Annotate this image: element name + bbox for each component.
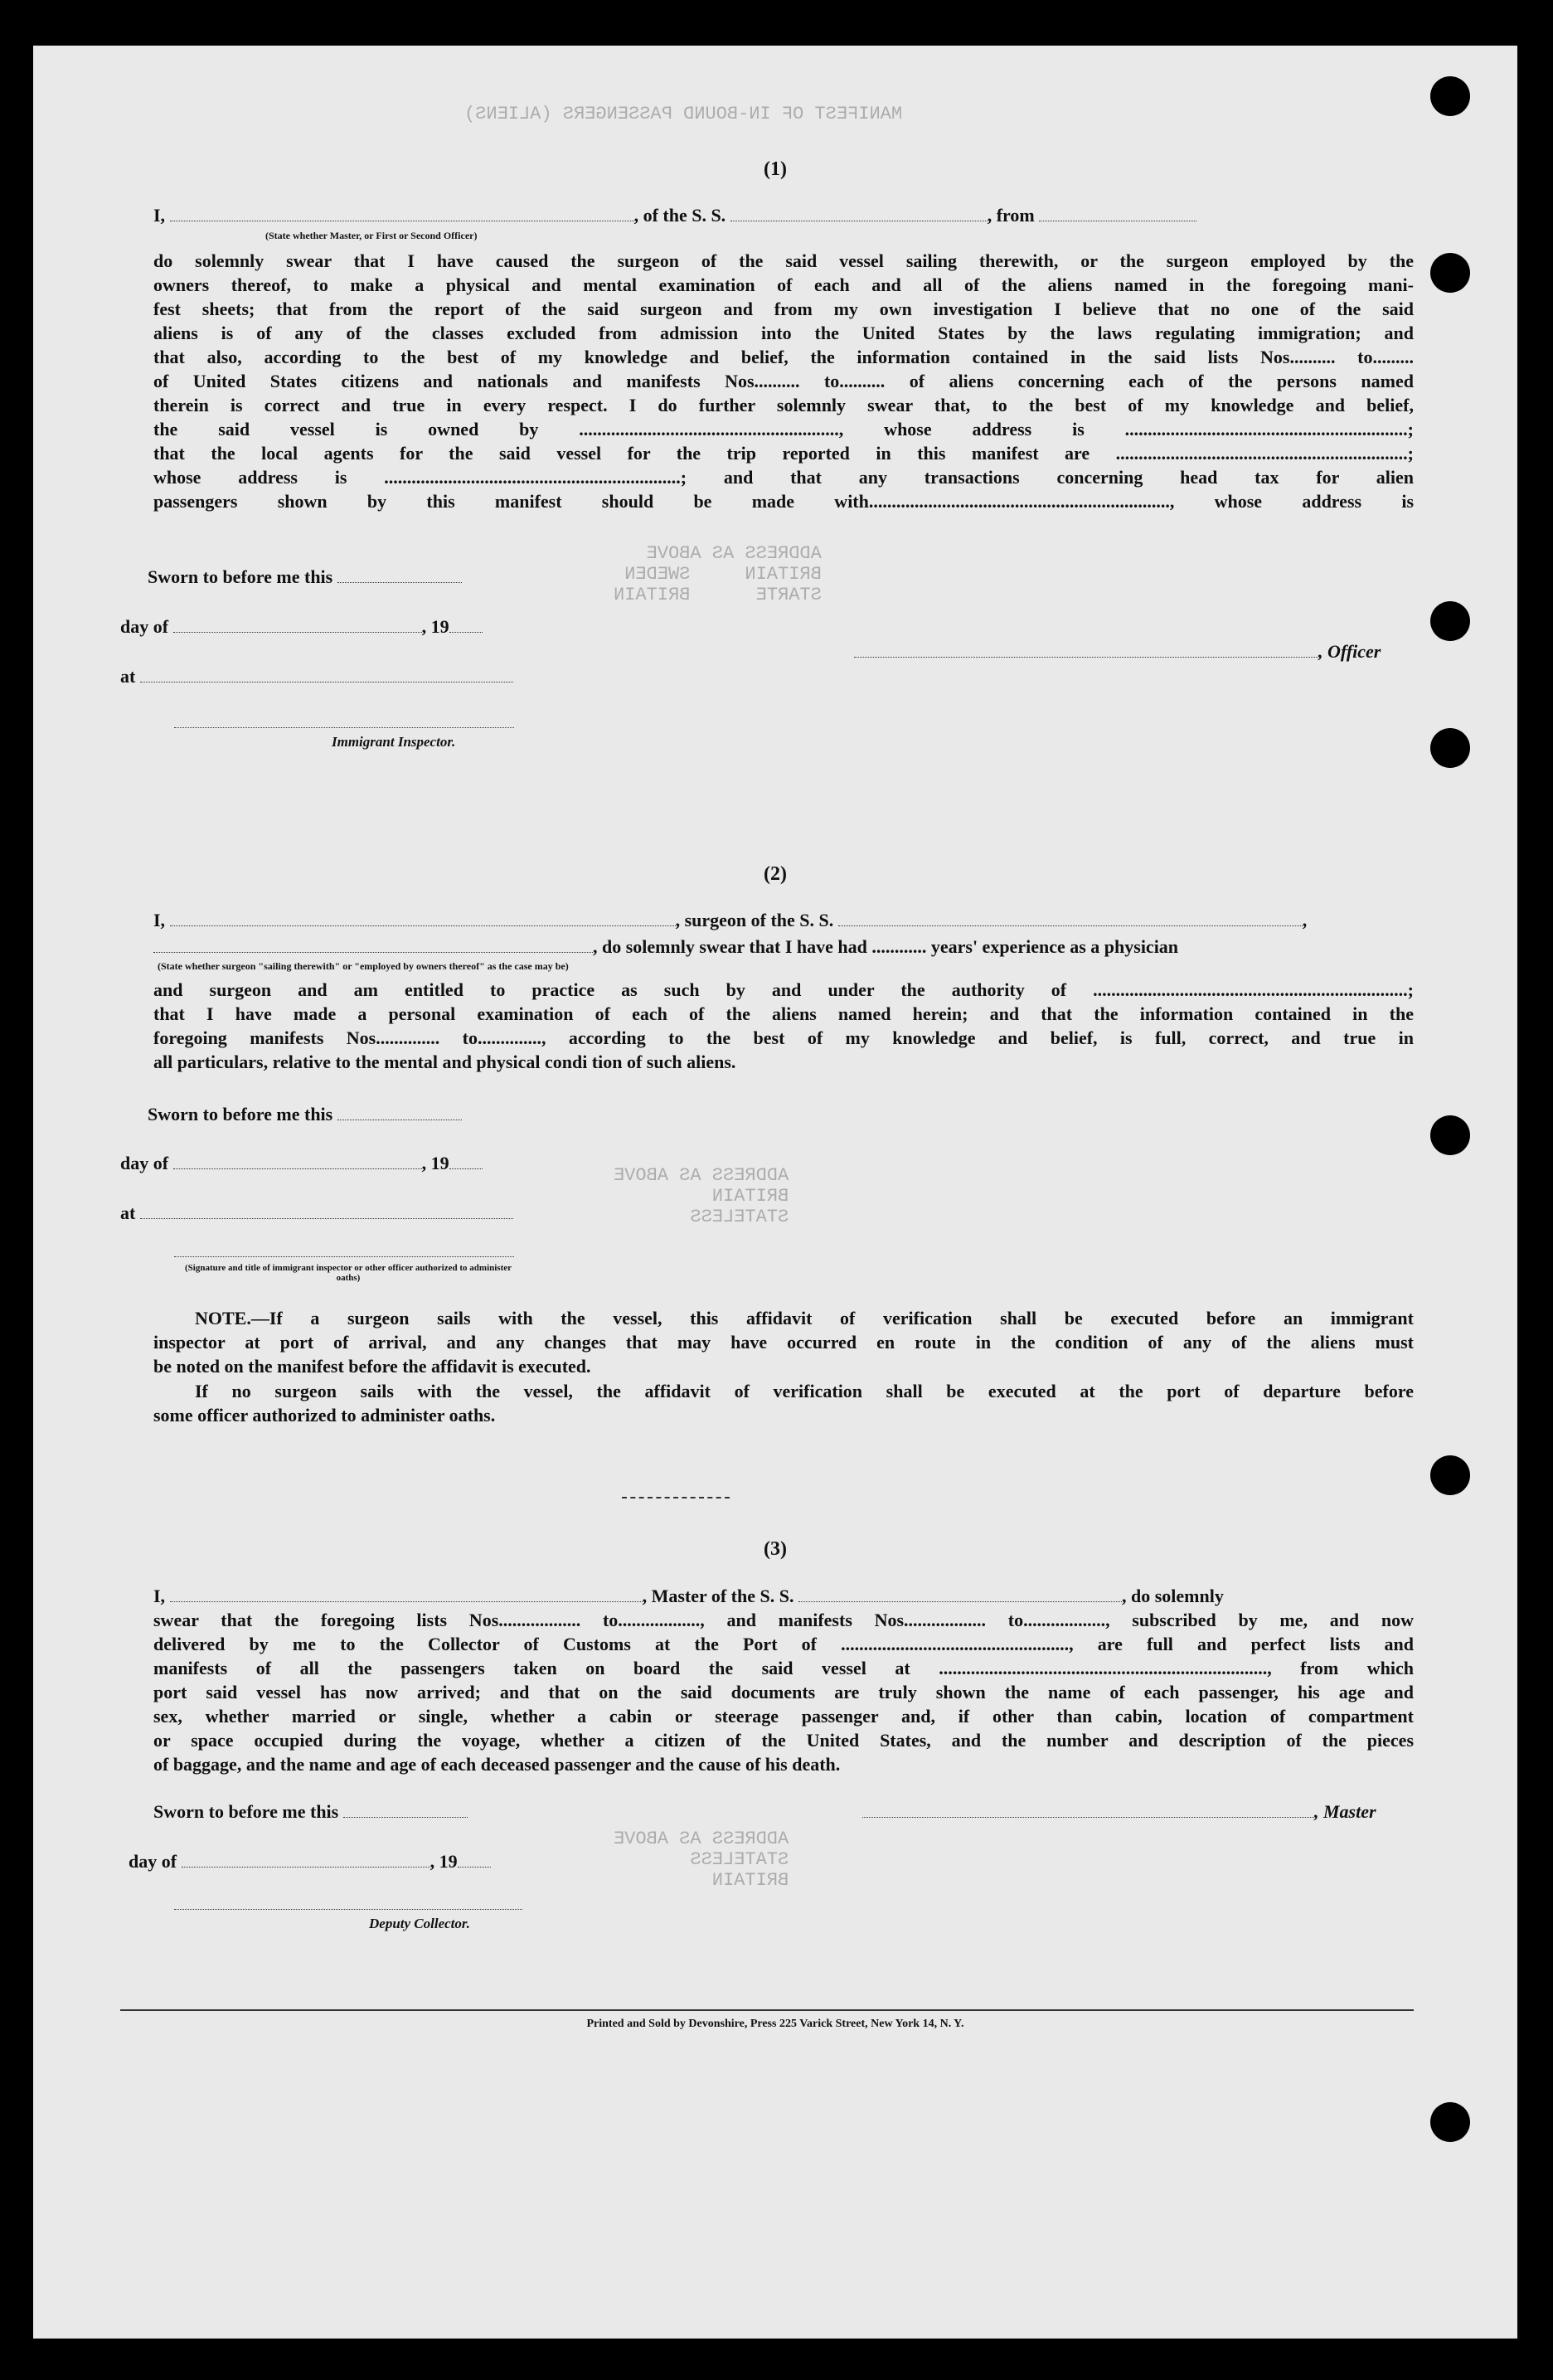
section-3-master-line: , Master <box>862 1801 1376 1823</box>
section-1-state-note: (State whether Master, or First or Second Officer) <box>265 230 478 241</box>
binder-hole <box>1430 2102 1470 2142</box>
manifest-back-page <box>33 46 1517 2339</box>
section-3-oath-header: I, , Master of the S. S. , do solemnly <box>153 1586 1224 1606</box>
section-1-at-label: at <box>120 666 513 687</box>
printer-imprint: Printed and Sold by Devonshire, Press 225 Varick Street, New York 14, N. Y. <box>586 2018 964 2030</box>
section-2-at-label: at <box>120 1202 513 1224</box>
section-1-inspector-line <box>174 727 514 728</box>
section-3-collector-line <box>174 1909 522 1910</box>
bleed-through-text: ADDRESS AS ABOVE STATELESS BRITAIN <box>614 1829 789 1891</box>
section-2-note: NOTE.—If a surgeon sails with the vessel, this affidavit of verification shall be executed before an immigrant inspector at port of arrival, and any changes that may have occurred en route in the condition of any of the aliens must be noted on the manifest before the affidavit is executed. <box>153 1308 1414 1377</box>
section-1-officer-line: , Officer <box>854 641 1381 663</box>
binder-hole <box>1430 728 1470 768</box>
section-2-day-label: day of , 19 <box>120 1153 483 1174</box>
section-2-sworn-label: Sworn to before me this <box>148 1104 462 1125</box>
section-1-sworn-label: Sworn to before me this <box>148 566 462 588</box>
section-2-state-note: (State whether surgeon "sailing therewith" or "employed by owners thereof" as the case may be) <box>158 960 569 972</box>
section-2-body: and surgeon and am entitled to practice as such by and under the authority of .....................................................................; that I have made a personal examination of each of the aliens named herein; and that the information contained in the foregoing manifests Nos.............. to.............., according to the best of my knowledge and belief, is full, correct, and true in all particulars, relative to the mental and physical condi tion of such aliens. <box>153 979 1414 1072</box>
section-2-oath-header: I, , surgeon of the S. S. , <box>153 910 1308 930</box>
section-2-signature-line <box>174 1256 514 1257</box>
bleed-through-text: ADDRESS AS ABOVE BRITAIN STATELESS <box>614 1165 789 1227</box>
section-3-number: (3) <box>764 1538 787 1560</box>
section-2-signature-note: (Signature and title of immigrant inspector or other officer authorized to administer oaths) <box>184 1263 512 1283</box>
section-2-line-a: , do solemnly swear that I have had ............ years' experience as a physician <box>153 935 1414 959</box>
footer-rule <box>120 2009 1414 2011</box>
section-3-collector-label: Deputy Collector. <box>369 1916 470 1931</box>
section-2-note-2: If no surgeon sails with the vessel, the affidavit of verification shall be executed at the port of departure before some officer authorized to administer oaths. <box>153 1381 1414 1426</box>
section-1-number: (1) <box>764 158 787 180</box>
section-1-day-label: day of , 19 <box>120 616 483 638</box>
binder-hole <box>1430 1455 1470 1495</box>
binder-hole <box>1430 76 1470 116</box>
section-1-inspector-label: Immigrant Inspector. <box>332 734 456 750</box>
binder-hole <box>1430 601 1470 641</box>
bleed-through-text: ADDRESS AS ABOVE BRITAIN SWEDEN STARTE BRITAIN <box>614 543 822 605</box>
binder-hole <box>1430 1115 1470 1155</box>
binder-hole <box>1430 253 1470 293</box>
section-3-body: swear that the foregoing lists Nos.................. to.................., and manifests Nos.................. to.................., subscribed by me, and now delivered by me to the Collector of Customs at the Port of .................................................., are full and perfect lists and manifests of all the passengers taken on board the said vessel at ........................................................................, from which port said vessel has now arrived; and that on the said documents are truly shown the name of each passenger, his age and sex, whether married or single, whether a cabin or steerage passenger and, if other than cabin, location of compartment or space occupied during the voyage, whether a citizen of the United States, and the number and description of the pieces of baggage, and the name and age of each deceased passenger and the cause of his death. <box>153 1610 1414 1775</box>
section-divider <box>622 1497 730 1498</box>
section-1-oath-header: I, , of the S. S. , from <box>153 203 1414 227</box>
section-1-body: do solemnly swear that I have caused the surgeon of the said vessel sailing therewith, or the surgeon employed by the owners thereof, to make a physical and mental examination of each and all of the aliens named in the foregoing mani- fest sheets; that from the report of the said surgeon and from my own investigation I believe that no one of the said aliens is of any of the classes excluded from admission into the United States by the laws regulating immigration; and that also, according to the best of my knowledge and belief, the information contained in the said lists Nos.......... to......... of United States citizens and nationals and manifests Nos.......... to.......... of aliens concerning each of the persons named therein is correct and true in every respect. I do further solemnly swear that, to the best of my knowledge and belief, the said vessel is owned by ........................................................., whose address is ..............................................................; that the local agents for the said vessel for the trip reported in this manifest are ................................................................; whose address is .................................................................; and that any transactions concerning head tax for alien passengers shown by this manifest should be made with.................................................................., whose address is <box>153 250 1414 512</box>
bleed-through-header: MANIFEST OF IN-BOUND PASSENGERS (ALIENS) <box>464 104 903 124</box>
section-2-number: (2) <box>764 863 787 885</box>
section-3-day-label: day of , 19 <box>129 1851 491 1872</box>
section-3-sworn-label: Sworn to before me this <box>153 1801 468 1823</box>
